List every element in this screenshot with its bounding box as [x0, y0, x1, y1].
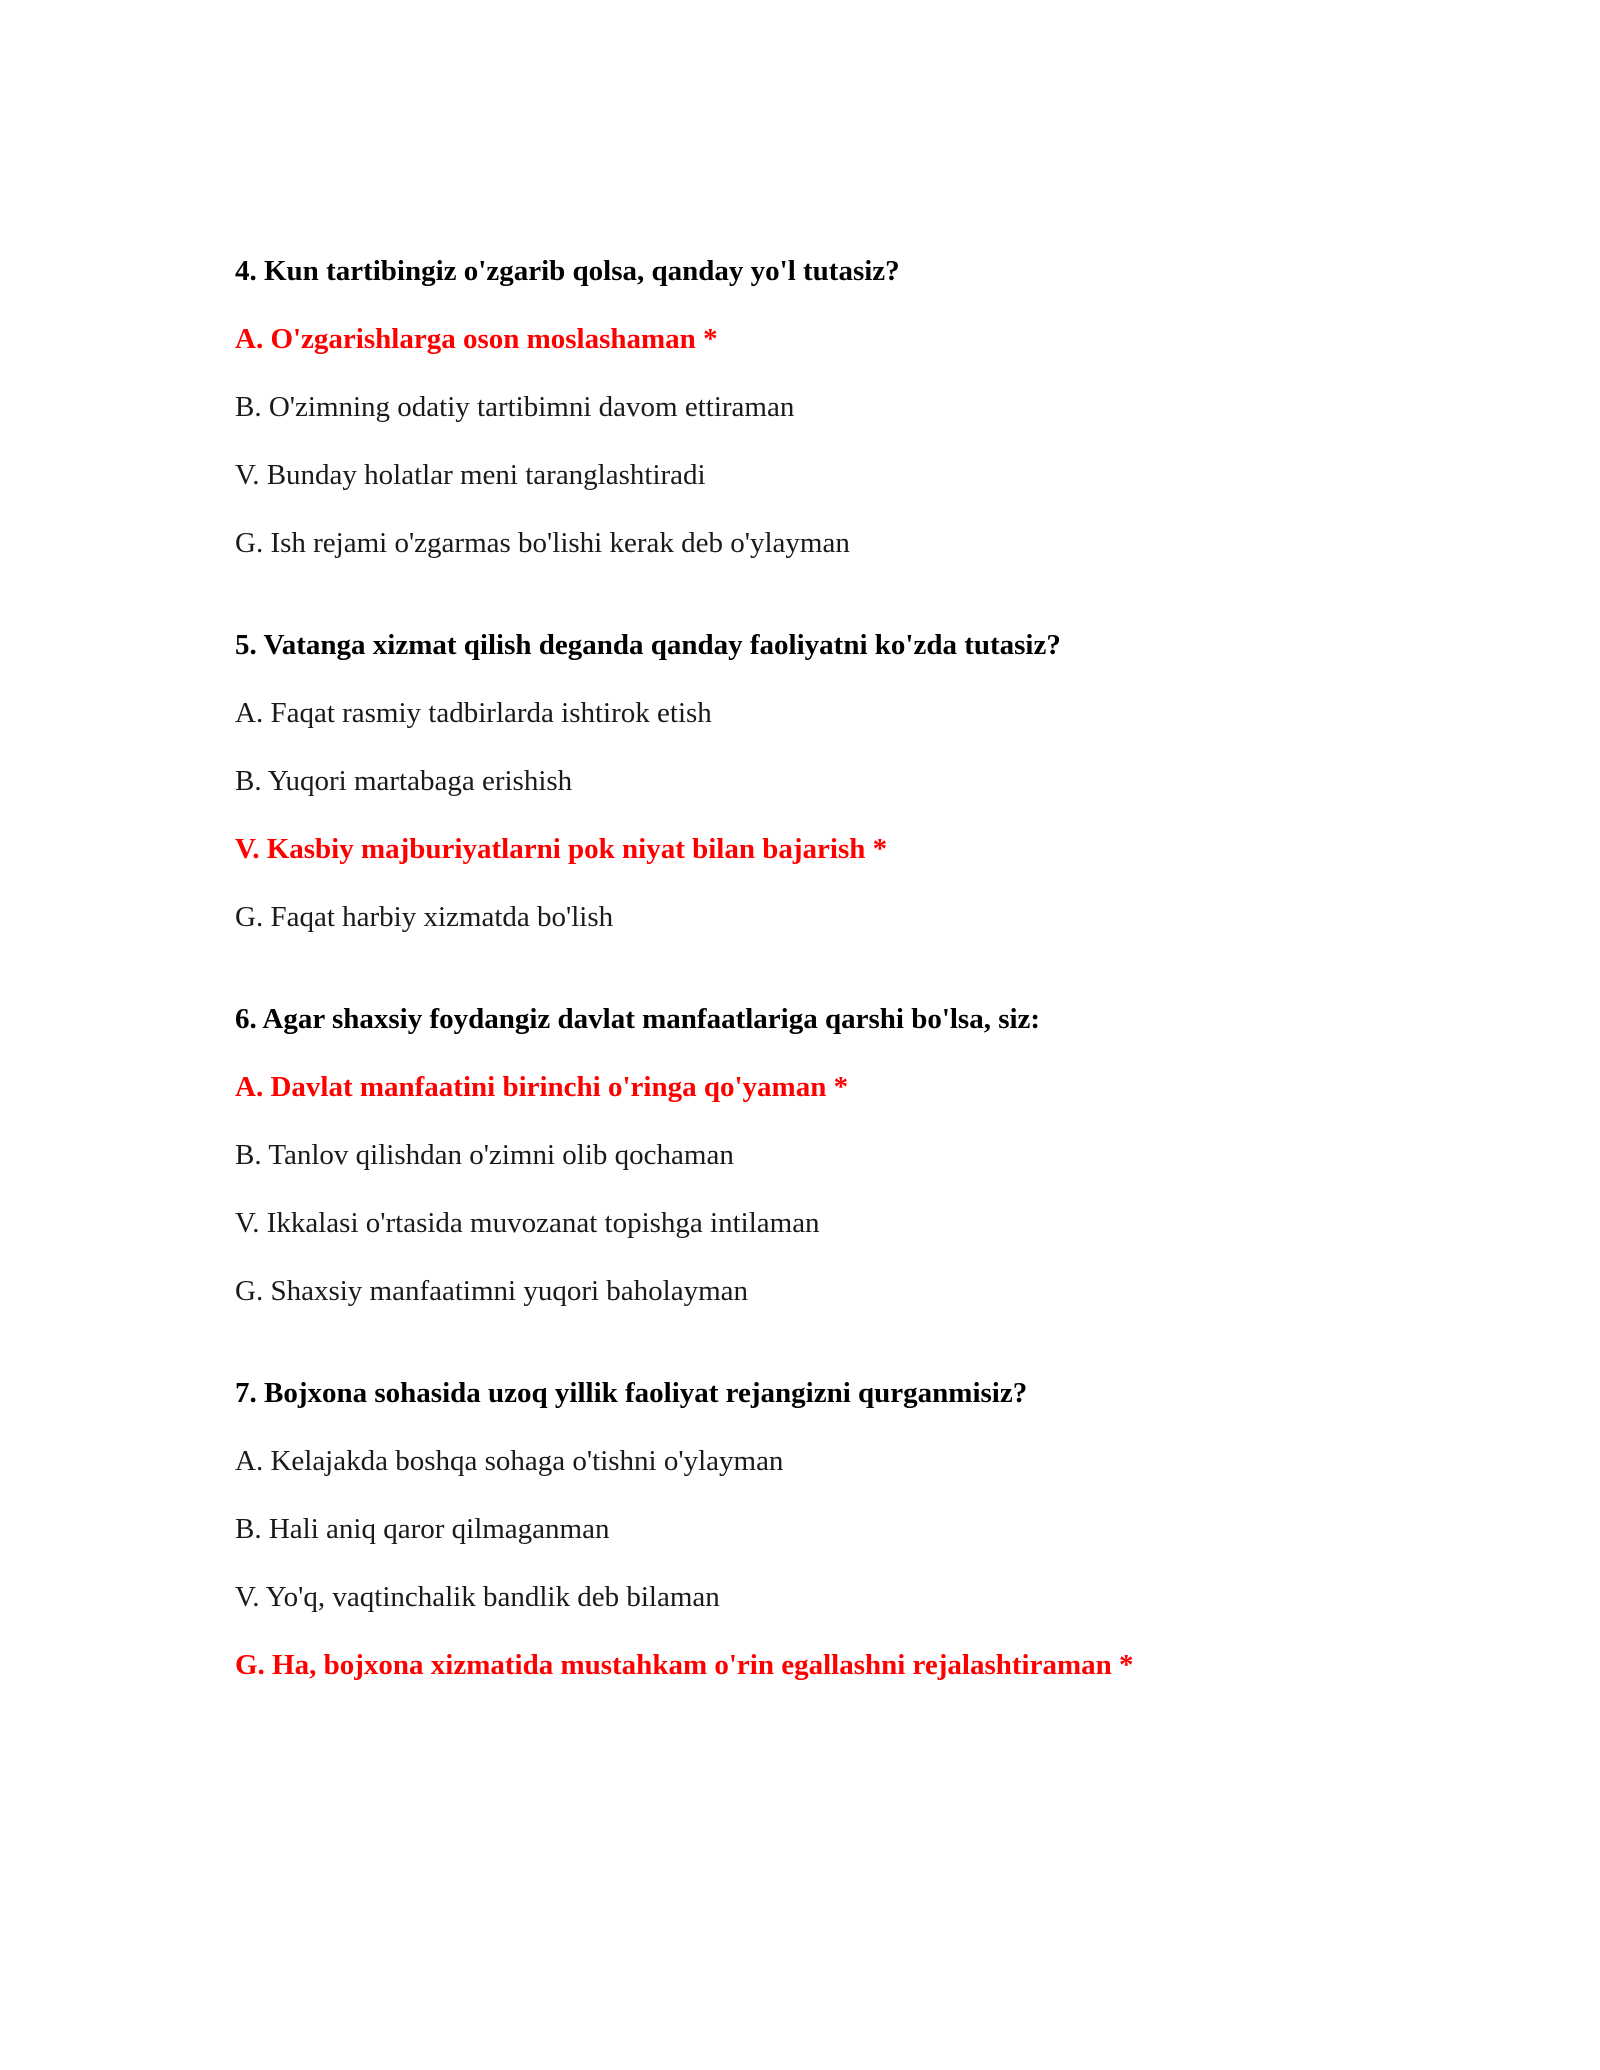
- answer-option: A. Kelajakda boshqa sohaga o'tishni o'ylayman: [235, 1445, 784, 1477]
- answer-option: B. Yuqori martabaga erishish: [235, 765, 573, 797]
- answer-option: B. Hali aniq qaror qilmaganman: [235, 1513, 610, 1545]
- answer-option: B. Tanlov qilishdan o'zimni olib qochaman: [235, 1139, 734, 1171]
- answer-option: V. Yo'q, vaqtinchalik bandlik deb bilaman: [235, 1581, 720, 1613]
- question-title: 5. Vatanga xizmat qilish deganda qanday faoliyatni ko'zda tutasiz?: [235, 629, 1061, 661]
- question-block-7: [235, 1376, 1485, 1682]
- answer-option: G. Faqat harbiy xizmatda bo'lish: [235, 901, 614, 933]
- answer-option-correct: A. Davlat manfaatini birinchi o'ringa qo'yaman *: [235, 1071, 849, 1103]
- question-title: 7. Bojxona sohasida uzoq yillik faoliyat rejangizni qurganmisiz?: [235, 1377, 1028, 1409]
- answer-option: A. Faqat rasmiy tadbirlarda ishtirok etish: [235, 697, 712, 729]
- answer-option-correct: G. Ha, bojxona xizmatida mustahkam o'rin egallashni rejalashtiraman *: [235, 1649, 1134, 1681]
- answer-option-correct: A. O'zgarishlarga oson moslashaman *: [235, 323, 718, 355]
- answer-option: V. Ikkalasi o'rtasida muvozanat topishga intilaman: [235, 1207, 820, 1239]
- question-block-5: [235, 628, 1485, 934]
- answer-option-correct: V. Kasbiy majburiyatlarni pok niyat bilan bajarish *: [235, 833, 888, 865]
- question-title: 6. Agar shaxsiy foydangiz davlat manfaatlariga qarshi bo'lsa, siz:: [235, 1003, 1041, 1035]
- question-title: 4. Kun tartibingiz o'zgarib qolsa, qanday yo'l tutasiz?: [235, 255, 900, 287]
- answer-option: B. O'zimning odatiy tartibimni davom ettiraman: [235, 391, 795, 423]
- answer-option: V. Bunday holatlar meni taranglashtiradi: [235, 459, 706, 491]
- quiz-content: [235, 254, 1485, 1750]
- answer-option: G. Ish rejami o'zgarmas bo'lishi kerak deb o'ylayman: [235, 527, 850, 559]
- answer-option: G. Shaxsiy manfaatimni yuqori baholayman: [235, 1275, 749, 1307]
- question-block-4: [235, 254, 1485, 560]
- question-block-6: [235, 1002, 1485, 1308]
